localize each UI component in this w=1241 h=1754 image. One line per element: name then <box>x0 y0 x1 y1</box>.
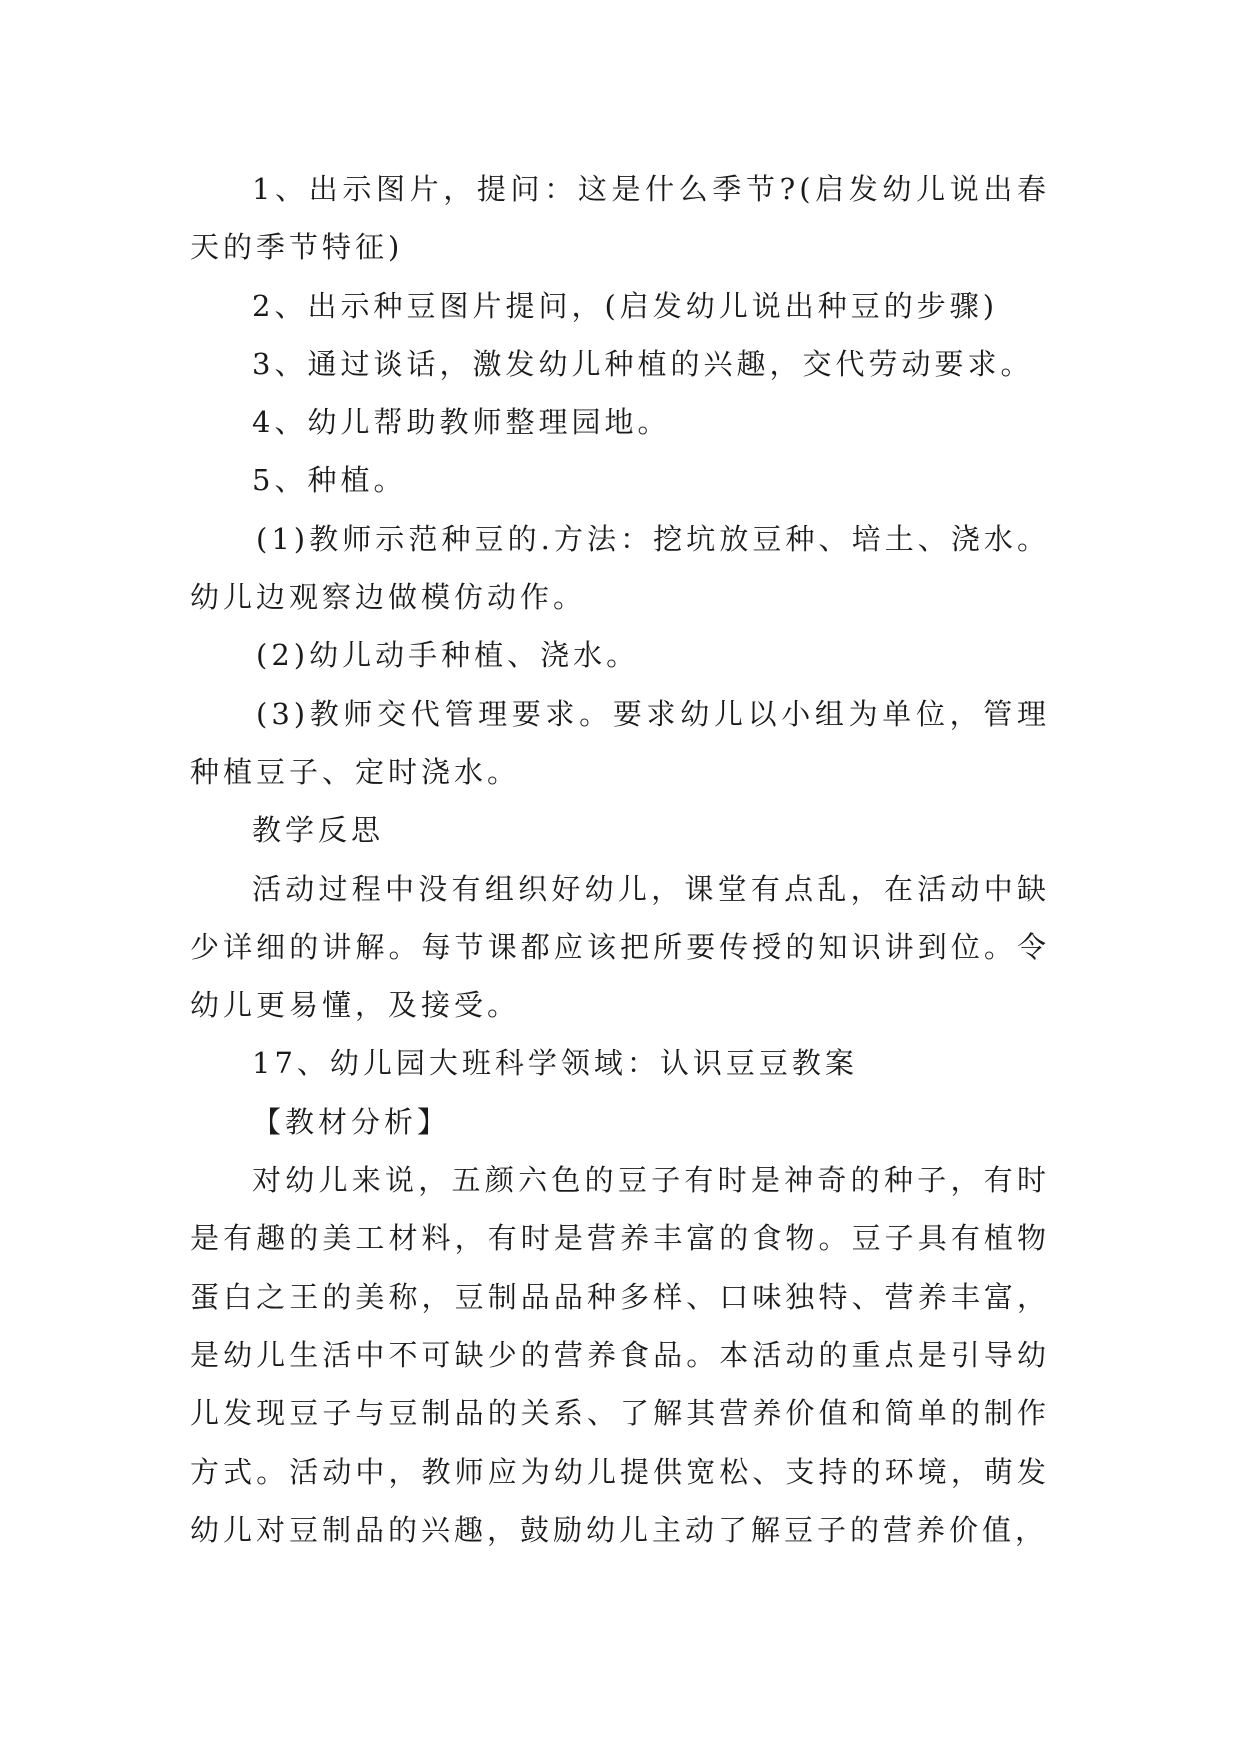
section-title: 17、幼儿园大班科学领域：认识豆豆教案 <box>252 1046 858 1081</box>
step-5-paragraph: 5、种植。 <box>252 463 407 498</box>
document-body <box>190 160 1050 1559</box>
step-4-paragraph: 4、幼儿帮助教师整理园地。 <box>252 405 671 440</box>
reflection-heading: 教学反思 <box>252 813 385 848</box>
material-analysis-paragraph: 对幼儿来说，五颜六色的豆子有时是神奇的种子，有时是有趣的美工材料，有时是营养丰富的食物。豆子具有植物蛋白之王的美称，豆制品品种多样、口味独特、营养丰富，是幼儿生活中不可缺少的营养食品。本活动的重点是引导幼儿发现豆子与豆制品的关系、了解其营养价值和简单的制作方式。活动中，教师应为幼儿提供宽松、支持的环境，萌发幼儿对豆制品的兴趣，鼓励幼儿主动了解豆子的营养价值， <box>190 1163 1050 1547</box>
step-2-paragraph: 2、出示种豆图片提问，(启发幼儿说出种豆的步骤) <box>252 288 999 323</box>
step-3-paragraph: 3、通过谈话，激发幼儿种植的兴趣，交代劳动要求。 <box>252 346 1034 381</box>
reflection-paragraph: 活动过程中没有组织好幼儿，课堂有点乱，在活动中缺少详细的讲解。每节课都应该把所要传授的知识讲到位。令幼儿更易懂，及接受。 <box>190 871 1050 1023</box>
step-1-paragraph: 1、出示图片，提问：这是什么季节?(启发幼儿说出春天的季节特征) <box>190 172 1050 265</box>
substep-2-paragraph: (2)幼儿动手种植、浇水。 <box>256 638 640 673</box>
substep-1-paragraph: (1)教师示范种豆的.方法：挖坑放豆种、培土、浇水。幼儿边观察边做模仿动作。 <box>190 521 1050 615</box>
substep-3-paragraph: (3)教师交代管理要求。要求幼儿以小组为单位，管理种植豆子、定时浇水。 <box>190 696 1050 789</box>
material-analysis-heading: 【教材分析】 <box>252 1104 451 1139</box>
